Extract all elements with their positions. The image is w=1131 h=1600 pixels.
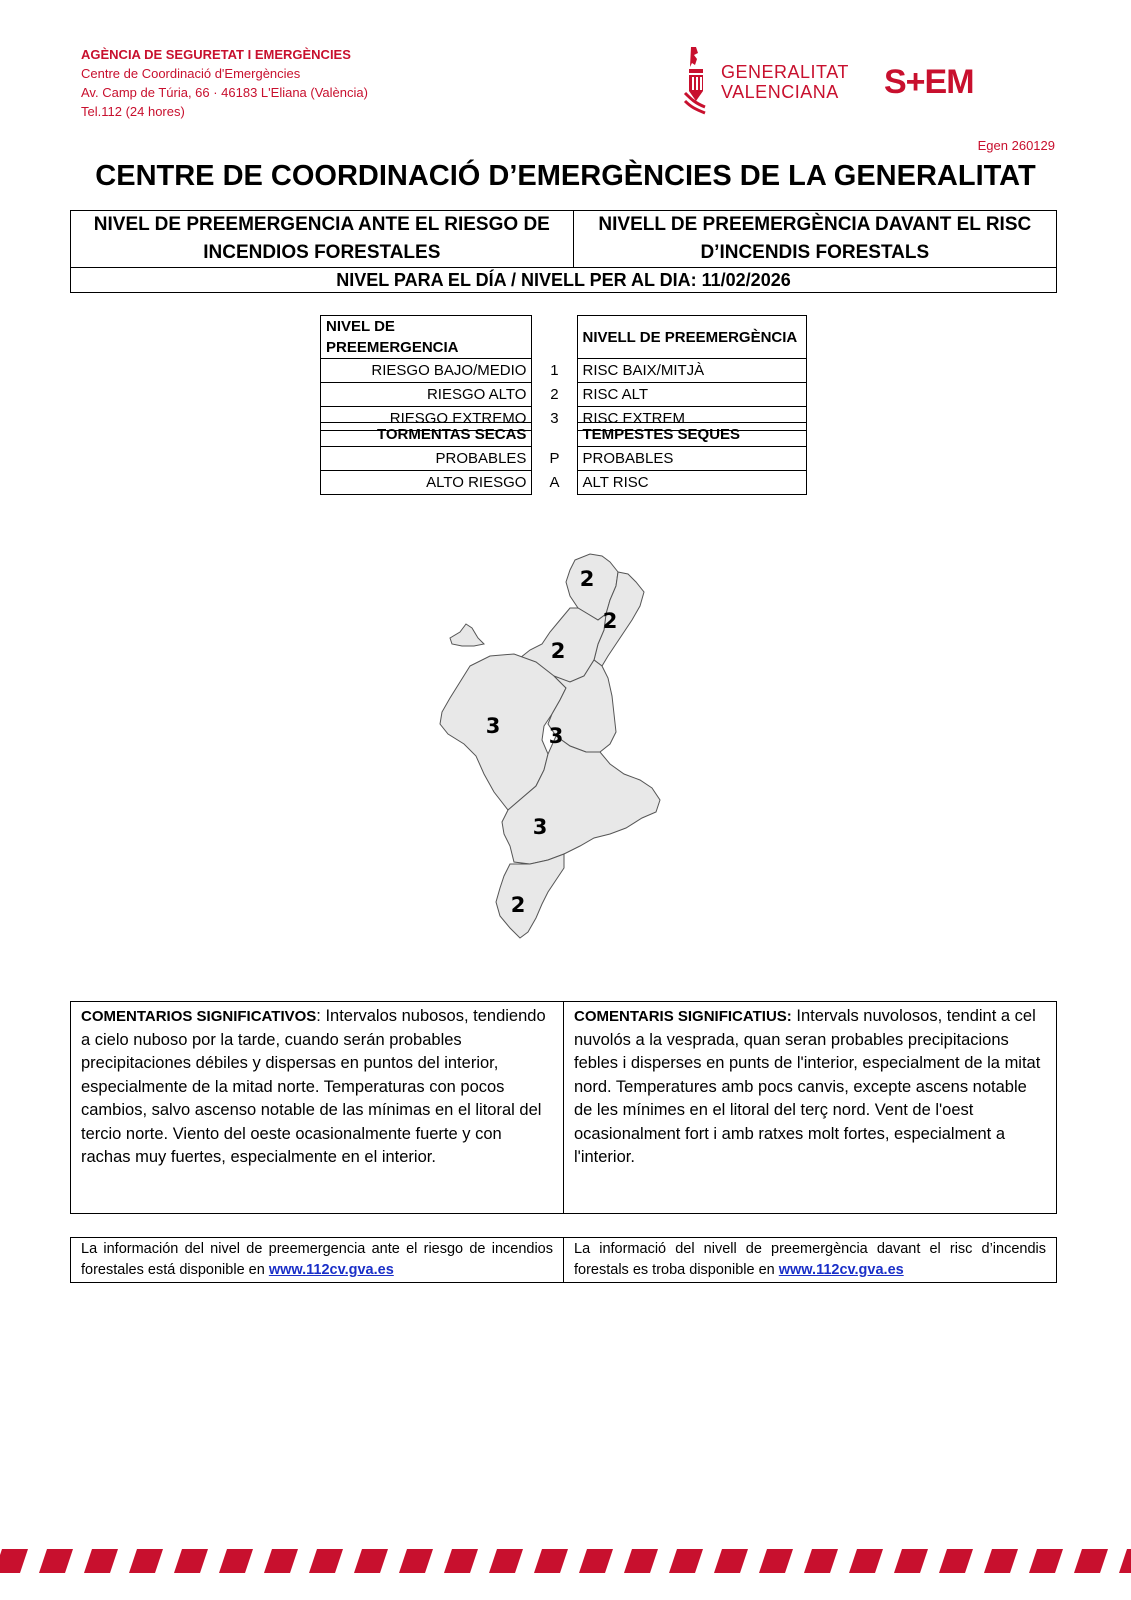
- map-islet: [450, 624, 484, 646]
- table-row: [321, 423, 807, 447]
- comments-ca-text: Intervals nuvolosos, tendint a cel nuvolós a la vesprada, quan seran probables precipitacions febles i disperses en punts de l'interior, especialment de la mitat nord. Temperatures amb pocs canvis, excepte ascens notable de les mínimes en el litoral del terç nord. Vent de l'oest ocasionalment fort i amb ratxes molt fortes, especialment a l'interior.: [574, 1007, 1041, 1166]
- table-row: [321, 383, 807, 407]
- stripe-block: [309, 1549, 343, 1573]
- stripe-block: [354, 1549, 388, 1573]
- footer-stripe: [0, 1549, 1131, 1573]
- table-row: [321, 471, 807, 495]
- stripe-block: [624, 1549, 658, 1573]
- storm-header-ca: TEMPESTES SEQUES: [577, 423, 807, 447]
- comments-ca-label: COMENTARIS SIGNIFICATIUS:: [574, 1008, 792, 1025]
- stripe-block: [939, 1549, 973, 1573]
- preemergency-header-table: [70, 210, 1057, 293]
- stripe-block: [444, 1549, 478, 1573]
- generalitat-wordmark: [721, 62, 849, 102]
- comments-table: [70, 1001, 1057, 1214]
- storm-header-es: TORMENTAS SECAS: [321, 423, 532, 447]
- agency-name: AGÈNCIA DE SEGURETAT I EMERGÈNCIES: [81, 47, 351, 62]
- comments-es-label: COMENTARIOS SIGNIFICATIVOS: [81, 1008, 317, 1025]
- date-row: NIVEL PARA EL DÍA / NIVELL PER AL DIA: 11/02/2026: [71, 268, 1057, 293]
- stripe-block: [1074, 1549, 1108, 1573]
- comments-ca: [564, 1002, 1057, 1214]
- storm-code: A: [549, 474, 560, 491]
- stripe-block: [579, 1549, 613, 1573]
- stripe-block: [0, 1549, 28, 1573]
- level-code: 1: [550, 362, 559, 379]
- stripe-block: [714, 1549, 748, 1573]
- level-code: 3: [550, 410, 559, 427]
- generalitat-line2: VALENCIANA: [721, 82, 839, 102]
- stripe-block: [489, 1549, 523, 1573]
- stripe-block: [219, 1549, 253, 1573]
- header-title-ca: NIVELL DE PREEMERGÈNCIA DAVANT EL RISC D’INCENDIS FORESTALS: [573, 211, 1056, 268]
- level-es: RIESGO EXTREMO: [321, 407, 532, 431]
- level-es: RIESGO BAJO/MEDIO: [321, 359, 532, 383]
- header-title-es: NIVEL DE PREEMERGENCIA ANTE EL RIESGO DE INCENDIOS FORESTALES: [71, 211, 574, 268]
- stripe-block: [849, 1549, 883, 1573]
- zone-level-label: 3: [548, 724, 564, 748]
- info-ca: [564, 1238, 1057, 1283]
- level-code: 2: [550, 386, 559, 403]
- zone-level-label: 3: [532, 815, 548, 839]
- info-link-es[interactable]: www.112cv.gva.es: [268, 1262, 394, 1278]
- level-ca: RISC ALT: [577, 383, 807, 407]
- agency-header: [81, 45, 368, 121]
- level-es: RIESGO ALTO: [321, 383, 532, 407]
- info-link-ca[interactable]: www.112cv.gva.es: [778, 1262, 904, 1278]
- table-row: [321, 316, 807, 359]
- table-row: [321, 359, 807, 383]
- table-row: [321, 447, 807, 471]
- storm-legend-table: [320, 422, 807, 495]
- info-es-text: La información del nivel de preemergencia ante el riesgo de incendios forestales está disponible en: [81, 1241, 553, 1278]
- level-header-es: NIVEL DE PREEMERGENCIA: [321, 316, 532, 359]
- stripe-block: [129, 1549, 163, 1573]
- info-es: [71, 1238, 564, 1283]
- storm-es: PROBABLES: [321, 447, 532, 471]
- sem-logo: S+EM: [884, 63, 974, 101]
- storm-ca: PROBABLES: [577, 447, 807, 471]
- stripe-block: [84, 1549, 118, 1573]
- zone-level-label: 2: [579, 567, 595, 591]
- level-header-ca: NIVELL DE PREEMERGÈNCIA: [577, 316, 807, 359]
- stripe-block: [534, 1549, 568, 1573]
- zone-level-label: 2: [602, 609, 618, 633]
- level-legend-table: [320, 315, 807, 431]
- info-table: [70, 1237, 1057, 1283]
- page-title: CENTRE DE COORDINACIÓ D’EMERGÈNCIES DE LA GENERALITAT: [95, 160, 1036, 192]
- comments-es: [71, 1002, 564, 1214]
- level-ca: RISC EXTREM: [577, 407, 807, 431]
- stripe-block: [399, 1549, 433, 1573]
- storm-ca: ALT RISC: [577, 471, 807, 495]
- level-ca: RISC BAIX/MITJÀ: [577, 359, 807, 383]
- stripe-block: [759, 1549, 793, 1573]
- document-code: Egen 260129: [977, 138, 1055, 153]
- agency-address: Av. Camp de Túria, 66 · 46183 L'Eliana (València): [81, 85, 368, 100]
- stripe-block: [669, 1549, 703, 1573]
- center-name: Centre de Coordinació d'Emergències: [81, 66, 301, 81]
- map-zone: [496, 854, 564, 938]
- zone-level-label: 3: [485, 714, 501, 738]
- storm-es: ALTO RIESGO: [321, 471, 532, 495]
- stripe-block: [174, 1549, 208, 1573]
- stripe-block: [39, 1549, 73, 1573]
- generalitat-line1: GENERALITAT: [721, 62, 849, 82]
- comments-es-text: : Intervalos nubosos, tendiendo a cielo nuboso por la tarde, cuando serán probables precipitaciones débiles y dispersas en puntos del interior, especialmente de la mitad norte. Temperaturas con pocos cambios, salvo ascenso notable de las mínimas en el litoral del tercio norte. Viento del oeste ocasionalmente fuerte y con rachas muy fuertes, especialmente en el interior.: [81, 1007, 546, 1166]
- region-risk-map: [430, 548, 670, 958]
- info-ca-text: La informació del nivell de preemergència davant el risc d’incendis forestals es troba disponible en: [574, 1241, 1046, 1278]
- stripe-block: [264, 1549, 298, 1573]
- storm-code: P: [549, 450, 560, 467]
- stripe-block: [894, 1549, 928, 1573]
- agency-phone: Tel.112 (24 hores): [81, 104, 185, 119]
- zone-level-label: 2: [510, 893, 526, 917]
- zone-level-label: 2: [550, 639, 566, 663]
- stripe-block: [984, 1549, 1018, 1573]
- stripe-block: [804, 1549, 838, 1573]
- stripe-block: [1119, 1549, 1131, 1573]
- stripe-block: [1029, 1549, 1063, 1573]
